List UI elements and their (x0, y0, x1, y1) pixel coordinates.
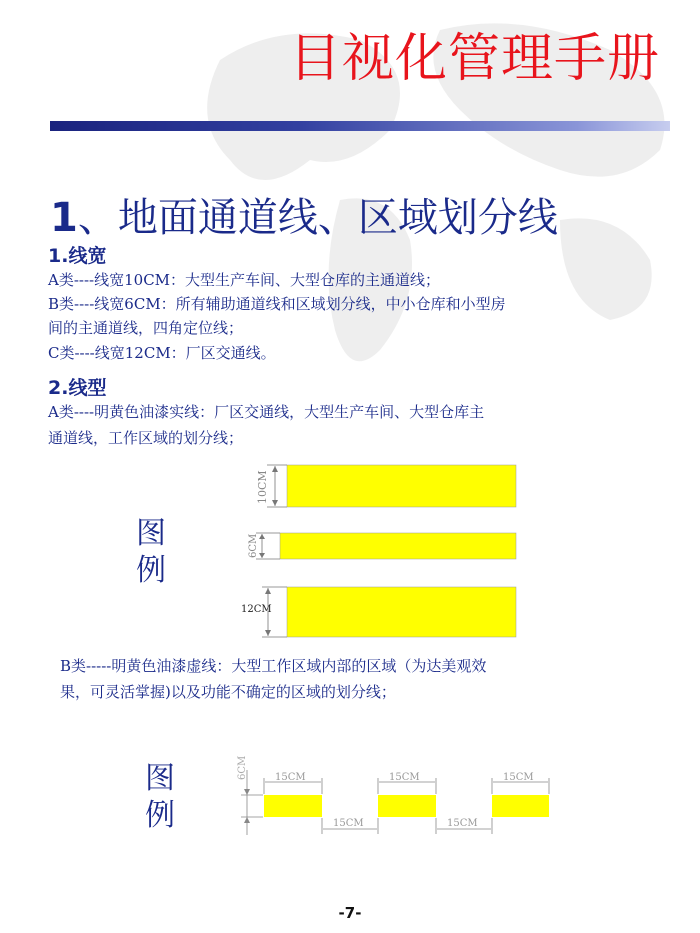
label-gap-1: 15CM (333, 818, 364, 829)
width-subheading: 1.线宽 (48, 245, 107, 267)
label-10cm: 10CM (256, 470, 269, 504)
width-line-c: C类----线宽12CM：厂区交通线。 (48, 344, 276, 362)
document-title: 目视化管理手册 (288, 29, 660, 89)
label-gap-2: 15CM (447, 818, 478, 829)
label-dash-3: 15CM (503, 772, 534, 783)
label-12cm: 12CM (241, 604, 272, 615)
section-title: 、地面通道线、区域划分线 (77, 195, 558, 241)
legend-char-2: 例 (136, 553, 166, 588)
section-number: 1 (50, 195, 78, 241)
width-line-b-cont: 间的主通道线，四角定位线； (48, 319, 244, 337)
type-a-line-2: 通道线，工作区域的划分线； (48, 429, 244, 447)
width-line-a: A类----线宽10CM：大型生产车间、大型仓库的主通道线； (48, 271, 441, 289)
dash-segment-2 (378, 795, 436, 817)
label-6cm: 6CM (248, 533, 259, 558)
type-b-line-2: 果，可灵活掌握)以及功能不确定的区域的划分线； (60, 683, 396, 701)
dash-segment-3 (492, 795, 549, 817)
label-dash-1: 15CM (275, 772, 306, 783)
dash-segment-1 (264, 795, 322, 817)
type-b-line-1: B类-----明黄色油漆虚线：大型工作区域内部的区域（为达美观效 (60, 657, 487, 675)
legend-char-1b: 图 (145, 761, 175, 796)
width-line-b: B类----线宽6CM：所有辅助通道线和区域划分线，中小仓库和小型房 (48, 295, 506, 313)
label-dash-height: 6CM (237, 755, 248, 780)
legend-char-2b: 例 (145, 798, 175, 833)
legend-char-1: 图 (136, 516, 166, 551)
page-number: -7- (338, 904, 362, 922)
type-subheading: 2.线型 (48, 377, 107, 399)
type-a-line-1: A类----明黄色油漆实线：厂区交通线，大型生产车间、大型仓库主 (48, 403, 485, 421)
label-dash-2: 15CM (389, 772, 420, 783)
